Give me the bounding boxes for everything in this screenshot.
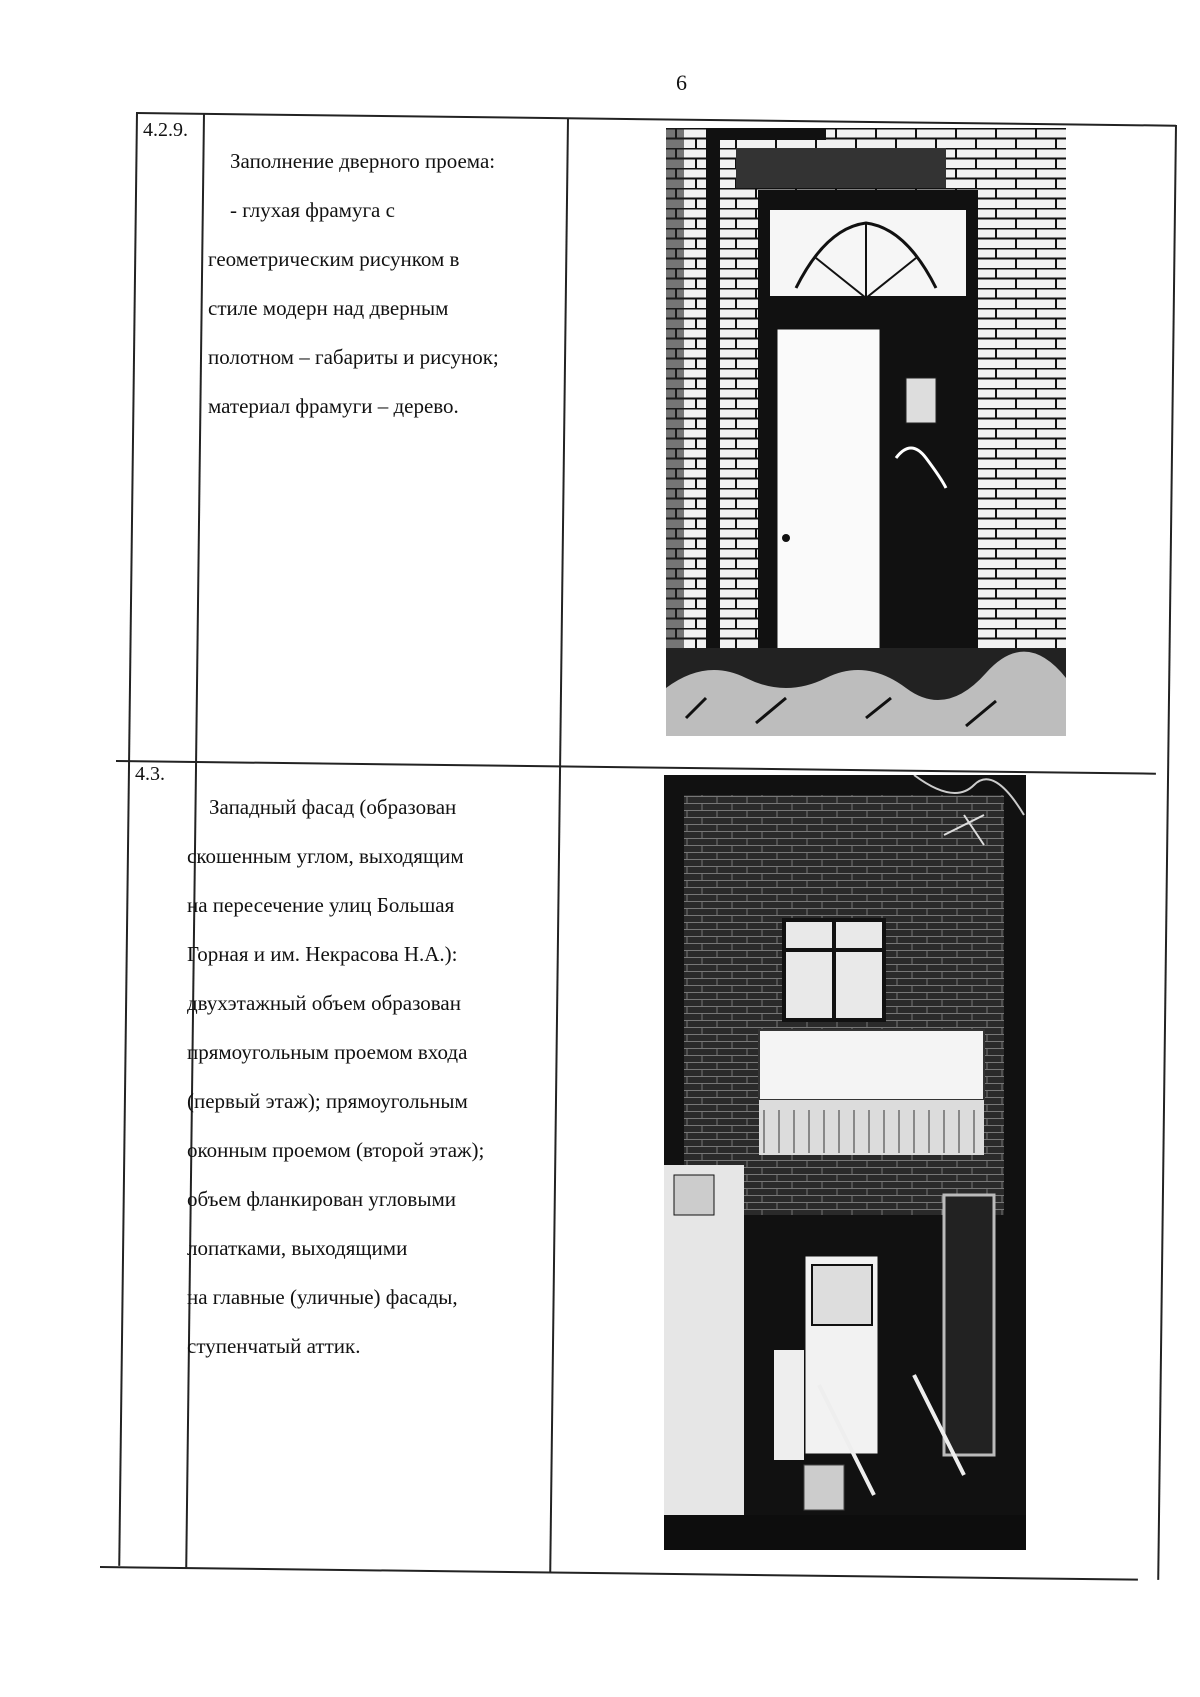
description-line: геометрическим рисунком в [208, 246, 460, 271]
facade-photo [664, 775, 1026, 1550]
row-description [208, 124, 499, 443]
description-line: скошенным углом, выходящим [187, 843, 464, 868]
row-number: 4.3. [135, 763, 165, 785]
page-number: 6 [676, 70, 687, 95]
description-line: прямоугольным проемом входа [187, 1039, 468, 1064]
description-line: материал фрамуги – дерево. [208, 393, 459, 418]
description-line: полотном – габариты и рисунок; [208, 344, 499, 369]
row-description [187, 770, 484, 1383]
column-divider-2 [549, 118, 568, 1573]
table-right-border [1157, 125, 1176, 1580]
table-left-border [118, 112, 137, 1566]
description-line: объем фланкирован угловыми [187, 1186, 456, 1211]
description-line: (первый этаж); прямоугольным [187, 1088, 468, 1113]
door-photo [666, 128, 1066, 736]
row-number: 4.2.9. [143, 119, 188, 141]
description-line: на пересечение улиц Большая [187, 892, 455, 917]
description-line: Горная и им. Некрасова Н.А.): [187, 941, 458, 966]
description-line: оконным проемом (второй этаж); [187, 1137, 485, 1162]
table-bottom-border [100, 1566, 1138, 1580]
description-line: лопатками, выходящими [187, 1235, 408, 1260]
description-line: стиле модерн над дверным [208, 295, 449, 320]
description-line: - глухая фрамуга с [230, 197, 395, 222]
description-line: двухэтажный объем образован [187, 990, 461, 1015]
description-line: Заполнение дверного проема: [230, 148, 496, 173]
description-line: на главные (уличные) фасады, [187, 1284, 458, 1309]
description-line: ступенчатый аттик. [187, 1333, 361, 1358]
description-line: Западный фасад (образован [209, 794, 457, 819]
